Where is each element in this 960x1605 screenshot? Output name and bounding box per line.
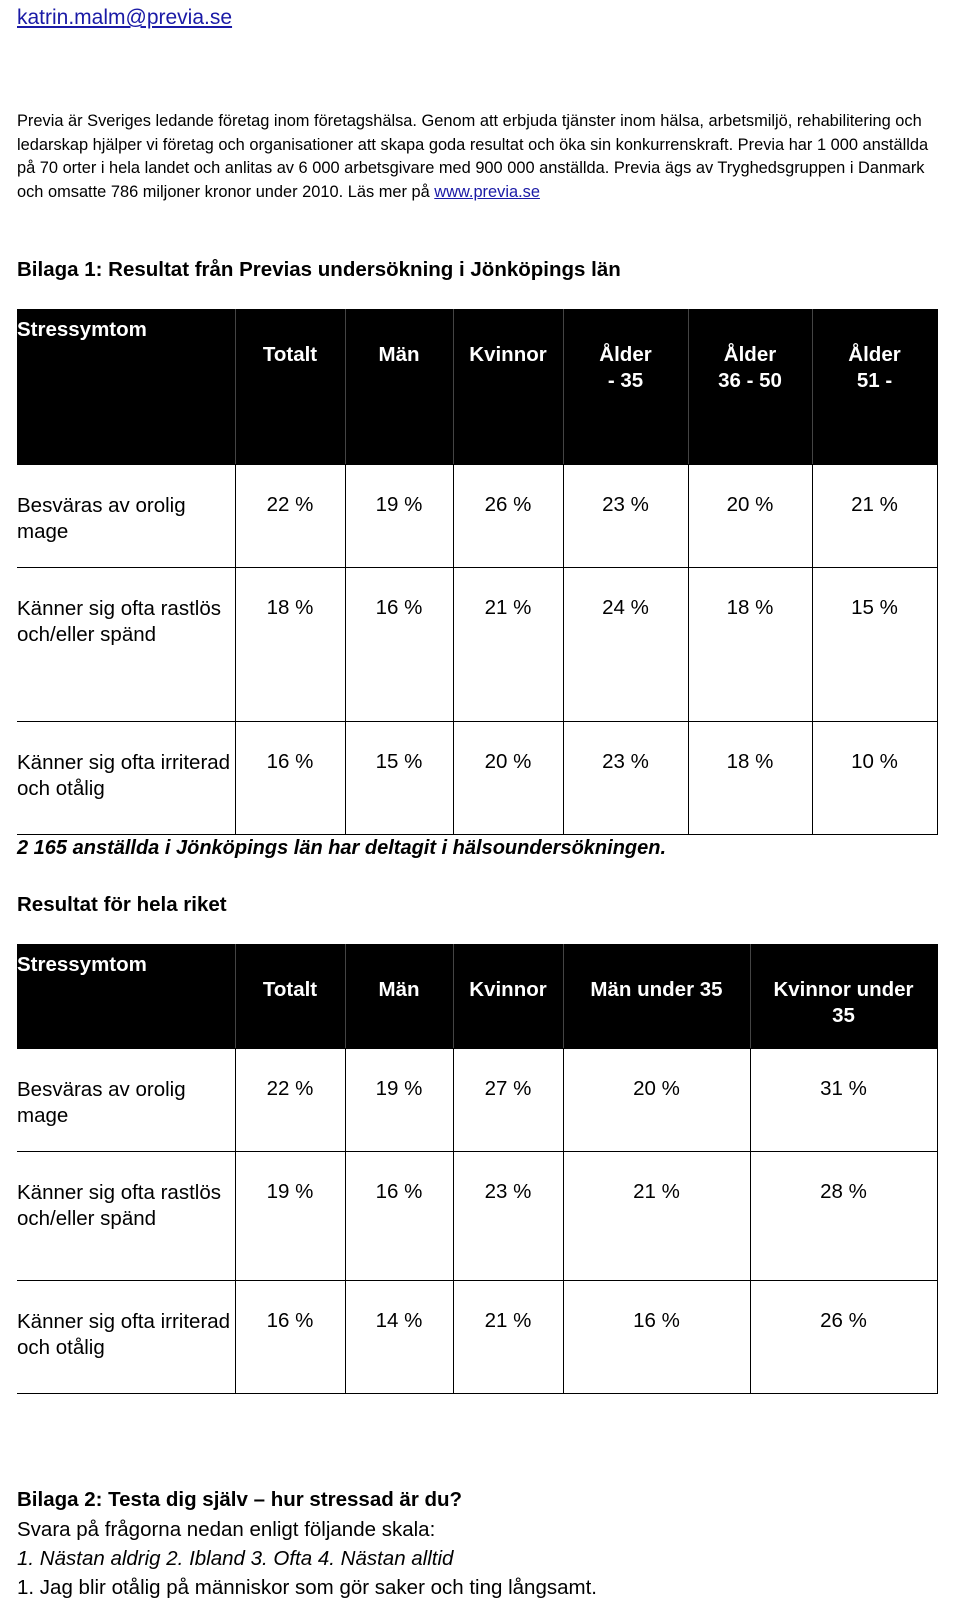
cell-value: 16 % <box>235 1281 345 1394</box>
cell-value: 20 % <box>453 722 563 835</box>
col-header-women: Kvinnor <box>453 310 563 465</box>
intro-text: Previa är Sveriges ledande företag inom företagshälsa. Genom att erbjuda tjänster inom hälsa, arbetsmiljö, rehabilitering och ledarskap hjälper vi företag och organisationer att skapa goda resultat och öka sin konkurrenskraft. Previa har 1 000 anställda på 70 orter i hela landet och anlitas av 6 000 arbetsgivare med 900 000 anställda. Previa ägs av Tryghedsgruppen i Danmark och omsatte 786 miljoner kronor under 2010. Läs mer på <box>17 112 929 201</box>
cell-value: 22 % <box>235 1049 345 1152</box>
appendix1-title: Bilaga 1: Resultat från Previas undersökning i Jönköpings län <box>17 258 621 281</box>
cell-value: 21 % <box>453 1281 563 1394</box>
cell-value: 16 % <box>345 1152 453 1281</box>
previa-website-link[interactable]: www.previa.se <box>434 182 540 201</box>
cell-value: 19 % <box>235 1152 345 1281</box>
question-1: 1. Jag blir otålig på människor som gör saker och ting långsamt. <box>17 1576 597 1599</box>
rating-scale: 1. Nästan aldrig 2. Ibland 3. Ofta 4. Nästan alltid <box>17 1547 454 1570</box>
cell-value: 19 % <box>345 1049 453 1152</box>
regional-results-table <box>17 309 938 835</box>
table-row <box>17 465 937 568</box>
cell-value: 15 % <box>345 722 453 835</box>
table-row <box>17 1049 937 1152</box>
col-header-age-under-35: Ålder - 35 <box>563 310 688 465</box>
col-header-women: Kvinnor <box>453 945 563 1049</box>
cell-value: 23 % <box>453 1152 563 1281</box>
col-header-men: Män <box>345 310 453 465</box>
table-row <box>17 722 937 835</box>
col-header-age-51-plus: Ålder 51 - <box>812 310 937 465</box>
cell-value: 23 % <box>563 465 688 568</box>
cell-value: 21 % <box>453 568 563 722</box>
cell-value: 28 % <box>750 1152 937 1281</box>
corner-header: Stressymtom <box>17 310 235 465</box>
col-header-women-under-35: Kvinnor under 35 <box>750 945 937 1049</box>
col-header-men-under-35: Män under 35 <box>563 945 750 1049</box>
cell-value: 20 % <box>688 465 812 568</box>
cell-value: 31 % <box>750 1049 937 1152</box>
national-results-title: Resultat för hela riket <box>17 893 227 916</box>
contact-email-link[interactable]: katrin.malm@previa.se <box>17 6 233 29</box>
col-header-age-36-50: Ålder 36 - 50 <box>688 310 812 465</box>
row-label: Besväras av orolig mage <box>17 465 235 568</box>
cell-value: 15 % <box>812 568 937 722</box>
table-header-row <box>17 945 937 1049</box>
cell-value: 16 % <box>563 1281 750 1394</box>
national-results-table <box>17 944 938 1394</box>
cell-value: 27 % <box>453 1049 563 1152</box>
row-label: Känner sig ofta rastlös och/eller spänd <box>17 568 235 722</box>
col-header-total: Totalt <box>235 310 345 465</box>
cell-value: 24 % <box>563 568 688 722</box>
cell-value: 20 % <box>563 1049 750 1152</box>
cell-value: 16 % <box>345 568 453 722</box>
cell-value: 18 % <box>688 722 812 835</box>
corner-header: Stressymtom <box>17 945 235 1049</box>
table-row <box>17 1152 937 1281</box>
cell-value: 21 % <box>812 465 937 568</box>
cell-value: 26 % <box>453 465 563 568</box>
cell-value: 18 % <box>235 568 345 722</box>
cell-value: 16 % <box>235 722 345 835</box>
scale-instruction: Svara på frågorna nedan enligt följande skala: <box>17 1518 436 1541</box>
row-label: Känner sig ofta irriterad och otålig <box>17 1281 235 1394</box>
cell-value: 18 % <box>688 568 812 722</box>
table-row <box>17 1281 937 1394</box>
appendix2-title: Bilaga 2: Testa dig själv – hur stressad är du? <box>17 1488 463 1511</box>
col-header-total: Totalt <box>235 945 345 1049</box>
col-header-men: Män <box>345 945 453 1049</box>
row-label: Känner sig ofta rastlös och/eller spänd <box>17 1152 235 1281</box>
cell-value: 23 % <box>563 722 688 835</box>
participants-note: 2 165 anställda i Jönköpings län har deltagit i hälsoundersökningen. <box>17 837 667 859</box>
cell-value: 14 % <box>345 1281 453 1394</box>
table-row <box>17 568 937 722</box>
cell-value: 10 % <box>812 722 937 835</box>
cell-value: 21 % <box>563 1152 750 1281</box>
intro-paragraph <box>17 110 942 204</box>
cell-value: 22 % <box>235 465 345 568</box>
cell-value: 19 % <box>345 465 453 568</box>
table-header-row <box>17 310 937 465</box>
row-label: Känner sig ofta irriterad och otålig <box>17 722 235 835</box>
cell-value: 26 % <box>750 1281 937 1394</box>
row-label: Besväras av orolig mage <box>17 1049 235 1152</box>
